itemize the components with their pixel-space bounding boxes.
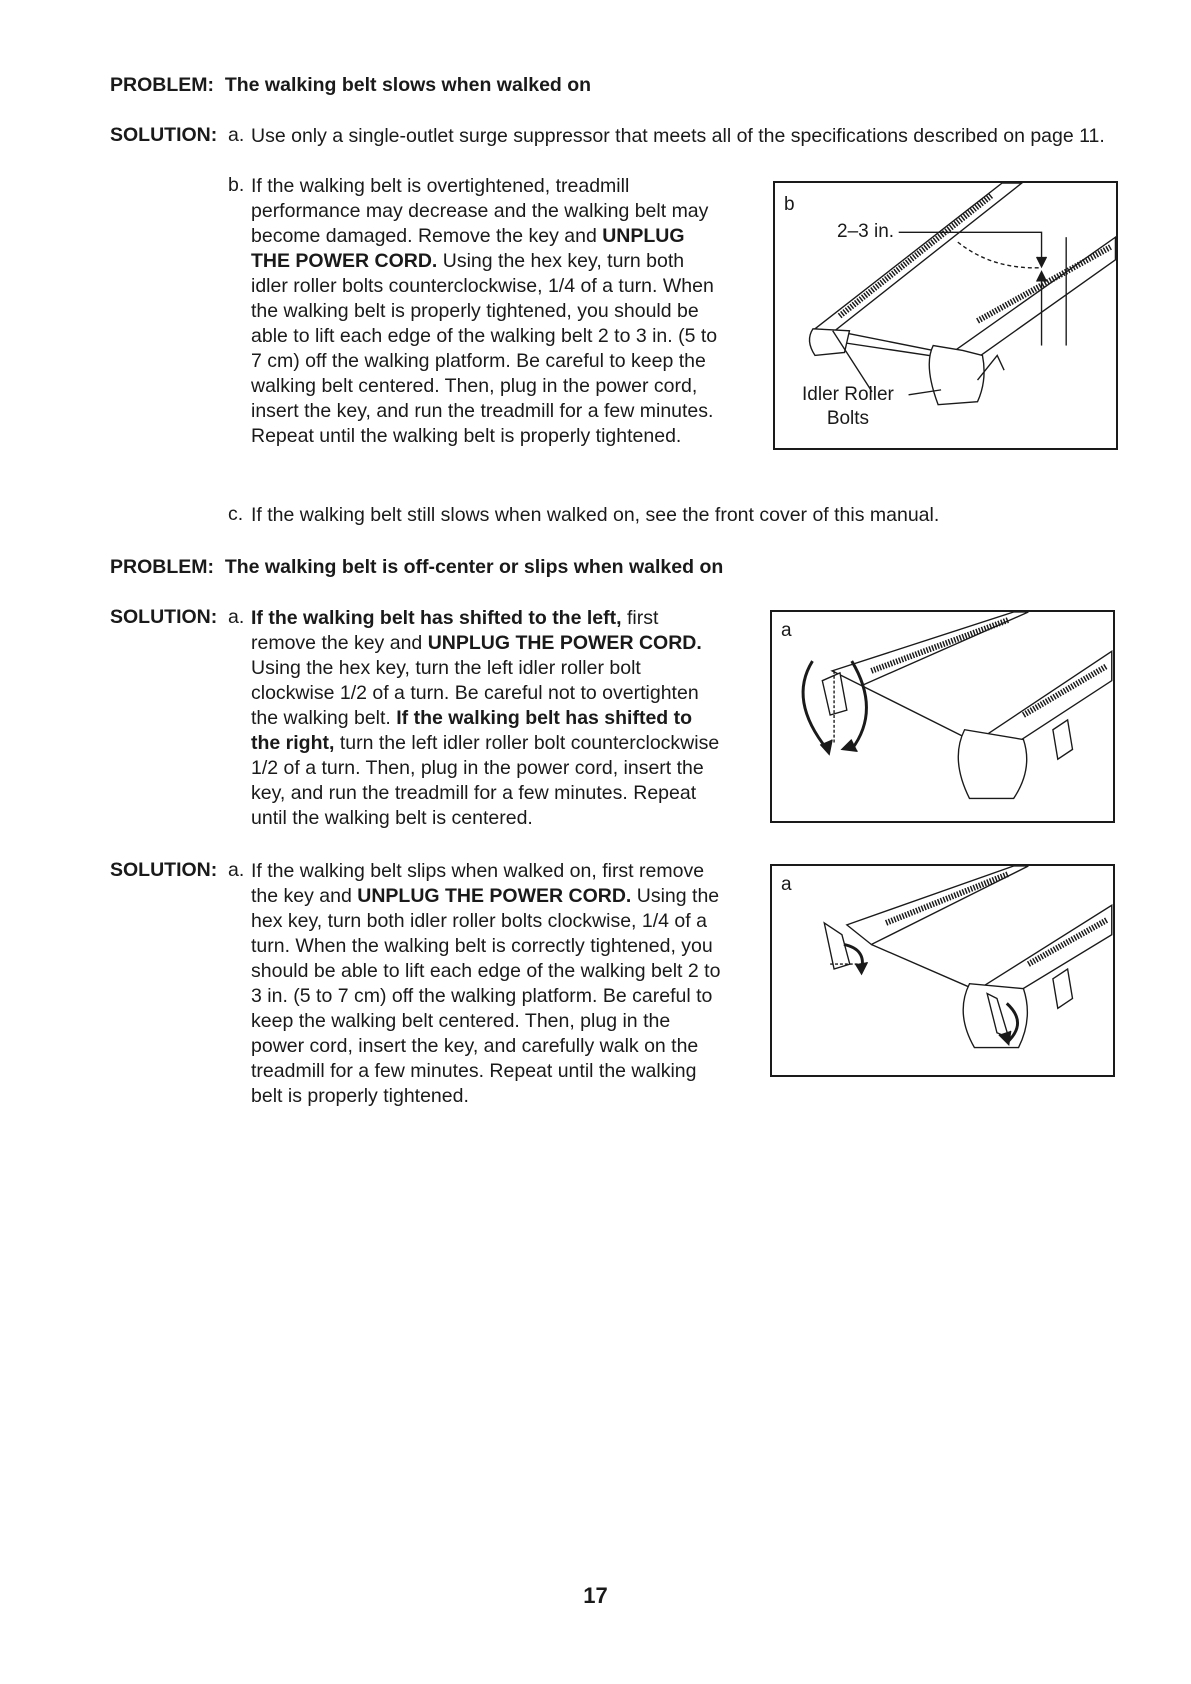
- item-letter: a.: [228, 124, 245, 146]
- figure-letter: a: [781, 620, 792, 641]
- figure-belt-shift: [770, 610, 1115, 823]
- item-letter: b.: [228, 174, 245, 196]
- item-letter: a.: [228, 606, 245, 628]
- text-run: turn the left idler roller bolt counterclockwise 1/2 of a turn. Then, plug in the power cord, insert the key, and run the treadmill for a few minutes. Repeat until the walking belt is centered.: [251, 732, 720, 829]
- solution-text: [251, 174, 721, 449]
- figure-belt-tension: [773, 181, 1118, 450]
- solution-text: [251, 606, 721, 831]
- problem-2-heading: [110, 556, 723, 579]
- problem-title: The walking belt is off-center or slips when walked on: [224, 556, 724, 578]
- text-run: Using the hex key, turn both idler roller bolts counterclockwise, 1/4 of a turn. When the walking belt is properly tightened, you should be able to lift each edge of the walking belt 2 to 3 in. (5 to 7 cm) off the walking platform. Be careful to keep the walking belt centered. Then, plug in the power cord, insert the key, and run the treadmill for a few minutes. Repeat until the walking belt is properly tightened.: [251, 250, 718, 447]
- measurement-label: 2–3 in.: [837, 221, 895, 242]
- treadmill-illustration: [772, 612, 1113, 821]
- text-run: If the walking belt is overtightened, treadmill performance may decrease and the walking belt may become damaged. Remove the key and: [251, 175, 709, 247]
- callout-line: Bolts: [826, 408, 870, 429]
- solution-text: Use only a single-outlet surge suppressor that meets all of the specifications described on page 11.: [251, 125, 1105, 147]
- problem-1-heading: [110, 74, 591, 97]
- page-number: 17: [583, 1583, 608, 1608]
- idler-roller-callout: [802, 383, 894, 431]
- solution-text: [251, 859, 721, 1109]
- warning-text: UNPLUG THE POWER CORD.: [251, 225, 685, 272]
- item-letter: a.: [228, 859, 245, 881]
- problem-title: The walking belt slows when walked on: [224, 74, 592, 96]
- solution-label: SOLUTION:: [110, 606, 218, 628]
- item-letter: c.: [228, 503, 244, 525]
- problem-label: PROBLEM:: [110, 74, 214, 96]
- solution-label: SOLUTION:: [110, 859, 218, 881]
- text-run: Using the hex key, turn both idler roller bolts clockwise, 1/4 of a turn. When the walking belt is correctly tightened, you should be able to lift each edge of the walking belt 2 to 3 in. (5 to 7 cm) off the walking platform. Be careful to keep the walking belt centered. Then, plug in the power cord, insert the key, and carefully walk on the treadmill for a few minutes. Repeat until the walking belt is properly tightened.: [251, 885, 721, 1107]
- warning-text: UNPLUG THE POWER CORD.: [357, 885, 632, 907]
- figure-letter: b: [784, 194, 795, 215]
- text-run: Using the hex key, turn the left idler roller bolt clockwise 1/2 of a turn. Be careful not to overtighten the walking belt.: [251, 657, 699, 729]
- solution-label: SOLUTION:: [110, 124, 218, 146]
- emphasis-text: If the walking belt has shifted to the left,: [251, 607, 622, 629]
- emphasis-text: If the walking belt has shifted to the right,: [251, 707, 693, 754]
- treadmill-illustration: [772, 866, 1113, 1075]
- warning-text: UNPLUG THE POWER CORD.: [427, 632, 702, 654]
- callout-line: Idler Roller: [802, 384, 894, 405]
- figure-letter: a: [781, 874, 792, 895]
- solution-text: If the walking belt still slows when walked on, see the front cover of this manual.: [251, 504, 940, 526]
- text-run: If the walking belt slips when walked on, first remove the key and: [251, 860, 705, 907]
- text-run: first remove the key and: [251, 607, 659, 654]
- problem-label: PROBLEM:: [110, 556, 214, 578]
- figure-belt-slip: [770, 864, 1115, 1077]
